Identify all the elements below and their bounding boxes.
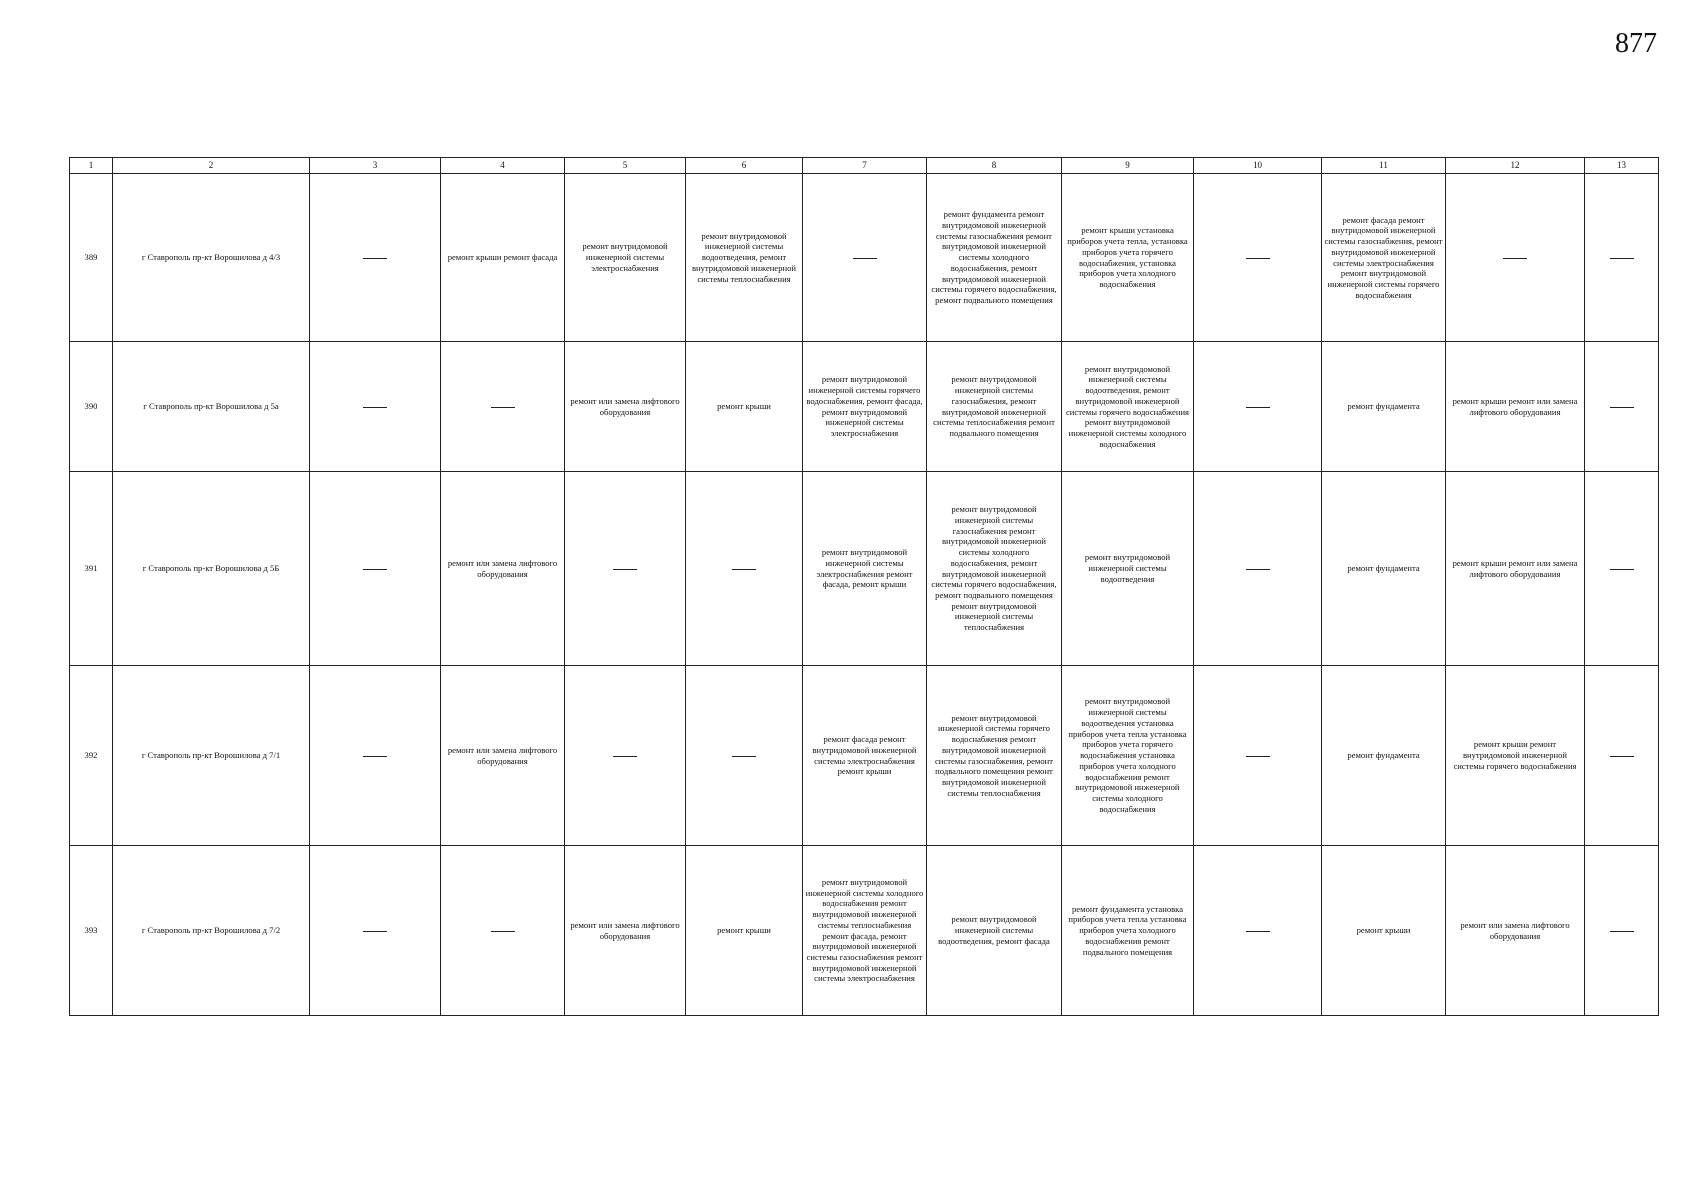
work-cell-col-9: ремонт фундамента установка приборов учета тепла установка приборов учета холодного водоснабжения ремонт подвального помещения bbox=[1062, 846, 1194, 1016]
work-cell-col-11: ремонт фундамента bbox=[1322, 666, 1446, 846]
work-cell-col-13 bbox=[1585, 846, 1659, 1016]
work-cell-col-4: ремонт или замена лифтового оборудования bbox=[441, 666, 565, 846]
row-number-cell: 393 bbox=[70, 846, 113, 1016]
work-cell-col-9: ремонт крыши установка приборов учета тепла, установка приборов учета горячего водоснабжения, установка приборов учета холодного водоснабжения bbox=[1062, 174, 1194, 342]
work-cell-col-9: ремонт внутридомовой инженерной системы водоотведения, ремонт внутридомовой инженерной системы горячего водоснабжения ремонт внутридомовой инженерной системы холодного водоснабжения bbox=[1062, 342, 1194, 472]
empty-dash-mark bbox=[1246, 756, 1270, 757]
table-row bbox=[70, 174, 1659, 342]
work-cell-col-12: ремонт или замена лифтового оборудования bbox=[1446, 846, 1585, 1016]
column-header-6: 6 bbox=[686, 158, 803, 174]
column-header-10: 10 bbox=[1194, 158, 1322, 174]
row-number-cell: 391 bbox=[70, 472, 113, 666]
work-cell-col-10 bbox=[1194, 666, 1322, 846]
empty-dash-mark bbox=[732, 756, 756, 757]
work-cell-col-12: ремонт крыши ремонт или замена лифтового оборудования bbox=[1446, 342, 1585, 472]
column-header-13: 13 bbox=[1585, 158, 1659, 174]
empty-dash-mark bbox=[1503, 258, 1527, 259]
empty-dash-mark bbox=[1246, 931, 1270, 932]
empty-dash-mark bbox=[1610, 756, 1634, 757]
work-cell-col-5 bbox=[565, 666, 686, 846]
work-cell-col-6: ремонт крыши bbox=[686, 342, 803, 472]
empty-dash-mark bbox=[613, 569, 637, 570]
work-cell-col-10 bbox=[1194, 342, 1322, 472]
empty-dash-mark bbox=[1610, 407, 1634, 408]
column-header-9: 9 bbox=[1062, 158, 1194, 174]
row-number-cell: 389 bbox=[70, 174, 113, 342]
work-cell-col-10 bbox=[1194, 174, 1322, 342]
work-cell-col-8: ремонт фундамента ремонт внутридомовой инженерной системы газоснабжения ремонт внутридомовой инженерной системы холодного водоснабжения, ремонт внутридомовой инженерной системы горячего водоснабжения, ремонт подвального помещения bbox=[927, 174, 1062, 342]
work-cell-col-8: ремонт внутридомовой инженерной системы газоснабжения ремонт внутридомовой инженерной системы холодного водоснабжения, ремонт внутридомовой инженерной системы горячего водоснабжения, ремонт подвального помещения ремонт внутридомовой инженерной системы теплоснабжения bbox=[927, 472, 1062, 666]
column-header-7: 7 bbox=[803, 158, 927, 174]
work-cell-col-8: ремонт внутридомовой инженерной системы газоснабжения, ремонт внутридомовой инженерной системы теплоснабжения ремонт подвального помещения bbox=[927, 342, 1062, 472]
work-cell-col-10 bbox=[1194, 846, 1322, 1016]
work-cell-col-7: ремонт фасада ремонт внутридомовой инженерной системы электроснабжения ремонт крыши bbox=[803, 666, 927, 846]
column-header-5: 5 bbox=[565, 158, 686, 174]
work-cell-col-12: ремонт крыши ремонт или замена лифтового оборудования bbox=[1446, 472, 1585, 666]
work-cell-col-8: ремонт внутридомовой инженерной системы горячего водоснабжения ремонт внутридомовой инженерной системы газоснабжения, ремонт подвального помещения ремонт внутридомовой инженерной системы теплоснабжения bbox=[927, 666, 1062, 846]
table-row bbox=[70, 342, 1659, 472]
work-cell-col-7: ремонт внутридомовой инженерной системы электроснабжения ремонт фасада, ремонт крыши bbox=[803, 472, 927, 666]
work-cell-col-6: ремонт крыши bbox=[686, 846, 803, 1016]
work-cell-col-9: ремонт внутридомовой инженерной системы водоотведения установка приборов учета тепла установка приборов учета горячего водоснабжения установка приборов учета холодного водоснабжения ремонт внутридомовой инженерной системы холодного водоснабжения bbox=[1062, 666, 1194, 846]
work-cell-col-6 bbox=[686, 666, 803, 846]
column-header-4: 4 bbox=[441, 158, 565, 174]
empty-dash-mark bbox=[732, 569, 756, 570]
empty-dash-mark bbox=[363, 569, 387, 570]
empty-dash-mark bbox=[1610, 258, 1634, 259]
empty-dash-mark bbox=[363, 756, 387, 757]
column-header-12: 12 bbox=[1446, 158, 1585, 174]
empty-dash-mark bbox=[1246, 407, 1270, 408]
empty-dash-mark bbox=[491, 407, 515, 408]
address-cell: г Ставрополь пр-кт Ворошилова д 5Б bbox=[113, 472, 310, 666]
empty-dash-mark bbox=[853, 258, 877, 259]
column-header-3: 3 bbox=[310, 158, 441, 174]
column-header-8: 8 bbox=[927, 158, 1062, 174]
empty-dash-mark bbox=[1610, 931, 1634, 932]
repair-schedule-table bbox=[69, 157, 1659, 1016]
work-cell-col-11: ремонт фундамента bbox=[1322, 342, 1446, 472]
work-cell-col-4: ремонт или замена лифтового оборудования bbox=[441, 472, 565, 666]
work-cell-col-10 bbox=[1194, 472, 1322, 666]
empty-dash-mark bbox=[1610, 569, 1634, 570]
work-cell-col-3 bbox=[310, 666, 441, 846]
column-number-row bbox=[70, 158, 1659, 174]
column-header-1: 1 bbox=[70, 158, 113, 174]
work-cell-col-3 bbox=[310, 174, 441, 342]
work-cell-col-7 bbox=[803, 174, 927, 342]
work-cell-col-13 bbox=[1585, 666, 1659, 846]
empty-dash-mark bbox=[613, 756, 637, 757]
work-cell-col-3 bbox=[310, 472, 441, 666]
work-cell-col-5: ремонт или замена лифтового оборудования bbox=[565, 342, 686, 472]
work-cell-col-12: ремонт крыши ремонт внутридомовой инженерной системы горячего водоснабжения bbox=[1446, 666, 1585, 846]
work-cell-col-11: ремонт крыши bbox=[1322, 846, 1446, 1016]
row-number-cell: 390 bbox=[70, 342, 113, 472]
table-row bbox=[70, 472, 1659, 666]
work-cell-col-4 bbox=[441, 846, 565, 1016]
work-cell-col-4 bbox=[441, 342, 565, 472]
table-row bbox=[70, 666, 1659, 846]
empty-dash-mark bbox=[491, 931, 515, 932]
work-cell-col-13 bbox=[1585, 174, 1659, 342]
work-cell-col-6: ремонт внутридомовой инженерной системы водоотведения, ремонт внутридомовой инженерной системы теплоснабжения bbox=[686, 174, 803, 342]
empty-dash-mark bbox=[363, 931, 387, 932]
work-cell-col-3 bbox=[310, 342, 441, 472]
work-cell-col-9: ремонт внутридомовой инженерной системы водоотведения bbox=[1062, 472, 1194, 666]
address-cell: г Ставрополь пр-кт Ворошилова д 7/2 bbox=[113, 846, 310, 1016]
work-cell-col-4: ремонт крыши ремонт фасада bbox=[441, 174, 565, 342]
work-cell-col-12 bbox=[1446, 174, 1585, 342]
work-cell-col-11: ремонт фундамента bbox=[1322, 472, 1446, 666]
work-cell-col-5: ремонт внутридомовой инженерной системы электроснабжения bbox=[565, 174, 686, 342]
address-cell: г Ставрополь пр-кт Ворошилова д 4/3 bbox=[113, 174, 310, 342]
address-cell: г Ставрополь пр-кт Ворошилова д 7/1 bbox=[113, 666, 310, 846]
work-cell-col-5: ремонт или замена лифтового оборудования bbox=[565, 846, 686, 1016]
empty-dash-mark bbox=[1246, 258, 1270, 259]
work-cell-col-13 bbox=[1585, 472, 1659, 666]
column-header-2: 2 bbox=[113, 158, 310, 174]
address-cell: г Ставрополь пр-кт Ворошилова д 5а bbox=[113, 342, 310, 472]
row-number-cell: 392 bbox=[70, 666, 113, 846]
work-cell-col-7: ремонт внутридомовой инженерной системы горячего водоснабжения, ремонт фасада, ремонт внутридомовой инженерной системы электроснабжения bbox=[803, 342, 927, 472]
work-cell-col-11: ремонт фасада ремонт внутридомовой инженерной системы газоснабжения, ремонт внутридомовой инженерной системы электроснабжения ремонт внутридомовой инженерной системы горячего водоснабжения bbox=[1322, 174, 1446, 342]
column-header-11: 11 bbox=[1322, 158, 1446, 174]
empty-dash-mark bbox=[1246, 569, 1270, 570]
work-cell-col-6 bbox=[686, 472, 803, 666]
empty-dash-mark bbox=[363, 407, 387, 408]
table-body bbox=[70, 174, 1659, 1016]
page-number: 877 bbox=[1615, 28, 1657, 59]
work-cell-col-3 bbox=[310, 846, 441, 1016]
empty-dash-mark bbox=[363, 258, 387, 259]
table-row bbox=[70, 846, 1659, 1016]
work-cell-col-8: ремонт внутридомовой инженерной системы водоотведения, ремонт фасада bbox=[927, 846, 1062, 1016]
work-cell-col-13 bbox=[1585, 342, 1659, 472]
work-cell-col-5 bbox=[565, 472, 686, 666]
work-cell-col-7: ремонт внутридомовой инженерной системы холодного водоснабжения ремонт внутридомовой инженерной системы теплоснабжения ремонт фасада, ремонт внутридомовой инженерной системы газоснабжения ремонт внутридомовой инженерной системы электроснабжения bbox=[803, 846, 927, 1016]
